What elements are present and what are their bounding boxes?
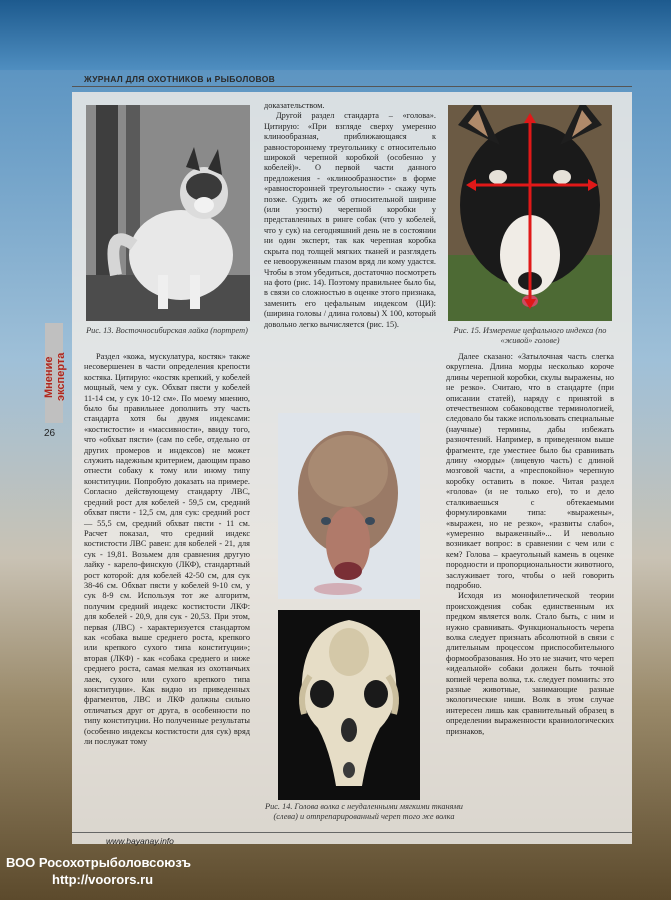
section-tab-label: Мнение эксперта [43,352,67,402]
text-column-3 [446,352,614,737]
figure-15-caption: Рис. 15. Измерение цефального индекса (по «живой» голове) [453,326,607,345]
text-column-1 [84,352,250,747]
paragraph: доказательством. [264,101,325,110]
wolf-skull-photo [278,610,420,800]
sky-band [0,0,671,70]
dog-head-measurement-photo [448,105,612,321]
footer-rule [72,832,632,833]
page-number: 26 [44,428,56,439]
paragraph: Раздел «кожа, мускулатура, костяк» также несовершенен в части определения крепости костяка. Цитирую: «костяк крепкий, у кобелей мощный, чем у сук. Обхват пясти у кобелей 11-14 см, у сук 10-12 см». По моему мнению, было бы правильнее дополнить эту часть стандарта хотя бы двумя индексами: «костистости» и «массивности», ввиду того, что «обхват пясти» (сам по себе, отдельно от других промеров и индексов) не может служить надежным критерием, дающим право отнести собаку к тому или иному типу конституции. Попробую доказать на примере. Согласно действующему стандарту ЛВС, средний рост для кобелей - 59,5 см, средний обхват пясти - 12,5 см, для сук: средний рост — 55,5 см, средний обхват пясти - 11 см. Расчет показал, что средний индекс костистости ЛВС равен: для кобелей - 21, для сук - 19,81. Возьмем для сравнения другую лайку - карело-финскую (ЛКФ), стандартный рост которой: для кобелей 42-50 см, для сук 38-46 см. Обхват пясти у кобелей 9-10 см, у сук 8-9 см. Используя тот же алгоритм, получим средний индекс костистости ЛКФ: для кобелей - 20,9, для сук - 20,53. При этом, первая (ЛВС) - характеризуется стандартом как «собака выше среднего роста, крепкого или крепкого сухого типа конституции»; вторая (ЛКФ) - как «собака среднего и ниже среднего роста, самая мелкая из охотничьих лаек, сухого или сухого крепкого типа конституции». Как видно из приведенных фрагментов, ЛВС и ЛКФ должны сильно отличаться друг от друга, в особенности по типу конституции. Но полученные результаты (особенно индексы костистости для сук) вряд ли послужат тому [84,352,250,747]
watermark-org: ВОО Росохотрыболовсоюзъ [6,855,192,870]
watermark-url[interactable]: http://voorors.ru [52,872,154,887]
header-rule [72,86,632,87]
paragraph: Другой раздел стандарта – «голова». Цитирую: «При взгляде сверху умеренно клинообразная, приближающаяся к равностороннему треугольнику с относительно широкой черепной коробкой (особенно у кобелей)». О первой части данного предложения - «клинообразности» в форме «равносторонней треугольности» - скажу чуть позже. Судить же об относительной ширине (или узости) черепной коробки у представленных в ринге собак (что у кобелей, что у сук) на сегодняшний день не в состоянии ни один эксперт, так как черепная коробка скрыта под толщей мягких тканей и разглядеть ее невооруженным глазом вряд ли кому удастся. Чтобы в этом убедиться, достаточно посмотреть на фото (рис. 14). Поэтому правильнее было бы, в связи со сложностью в оценке этого признака, заменить его цефальным индексом (ЦИ): (ширина головы / длина головы) X 100, который довольно легко вычисляется (рис. 15). [264,111,436,329]
laika-portrait-photo [86,105,250,321]
text-column-2 [264,101,436,330]
figure-13-caption: Рис. 13. Восточносибирская лайка (портрет) [86,326,248,335]
paragraph: Далее сказано: «Затылочная часть слегка округлена. Длина морды несколько короче длины черепной коробки, скулы выражены, но не резко». Считаю, что в стандарте (при описании статей), наряду с принятой в отечественном собаководстве терминологией, следовало бы также использовать специальные (научные) термины, дабы избежать разночтений. Например, в приведенном выше фрагменте, где уместнее было бы сравнивать длину «морды» (лицевую часть) с длиной мозговой части, а «преспокойно» черепную коробку оставить в покое. Читая раздел «голова» (и не только его), то и дело сталкиваешься с обтекаемыми формулировками типа: «выражены», «выражен, но не резко», «развиты слабо», «умеренно выраженный»... И невольно возникает вопрос: в сравнении с чем или с кем? Голова – краеугольный камень в оценке породности и пропорциональности животного, заслуживает того, чтобы о ней говорить подробно. [446,352,614,590]
wolf-head-photo [278,413,420,599]
journal-header: ЖУРНАЛ ДЛЯ ОХОТНИКОВ и РЫБОЛОВОВ [84,74,276,84]
paragraph: Исходя из монофилетической теории происхождения собак единственным их предком является волк. Стало быть, с ним и нужно сравнивать. Функциональность черепа волка следует признать абсолютной в связи с длительным процессом приспособительного формообразования. Но это не значит, что череп «идеальной» собаки должен быть точной копией черепа волка, т.к. следует помнить: это разные животные, занимающие разные экологические ниши. Волк в этом случае интересен лишь как сравнительный образец в определении выраженности краниологических признаков, [446,591,614,736]
website-link[interactable]: www.bayanay.info [106,836,174,846]
figure-14-caption: Рис. 14. Голова волка с неудаленными мягкими тканями (слева) и отпрепарированный череп того же волка [265,802,463,821]
